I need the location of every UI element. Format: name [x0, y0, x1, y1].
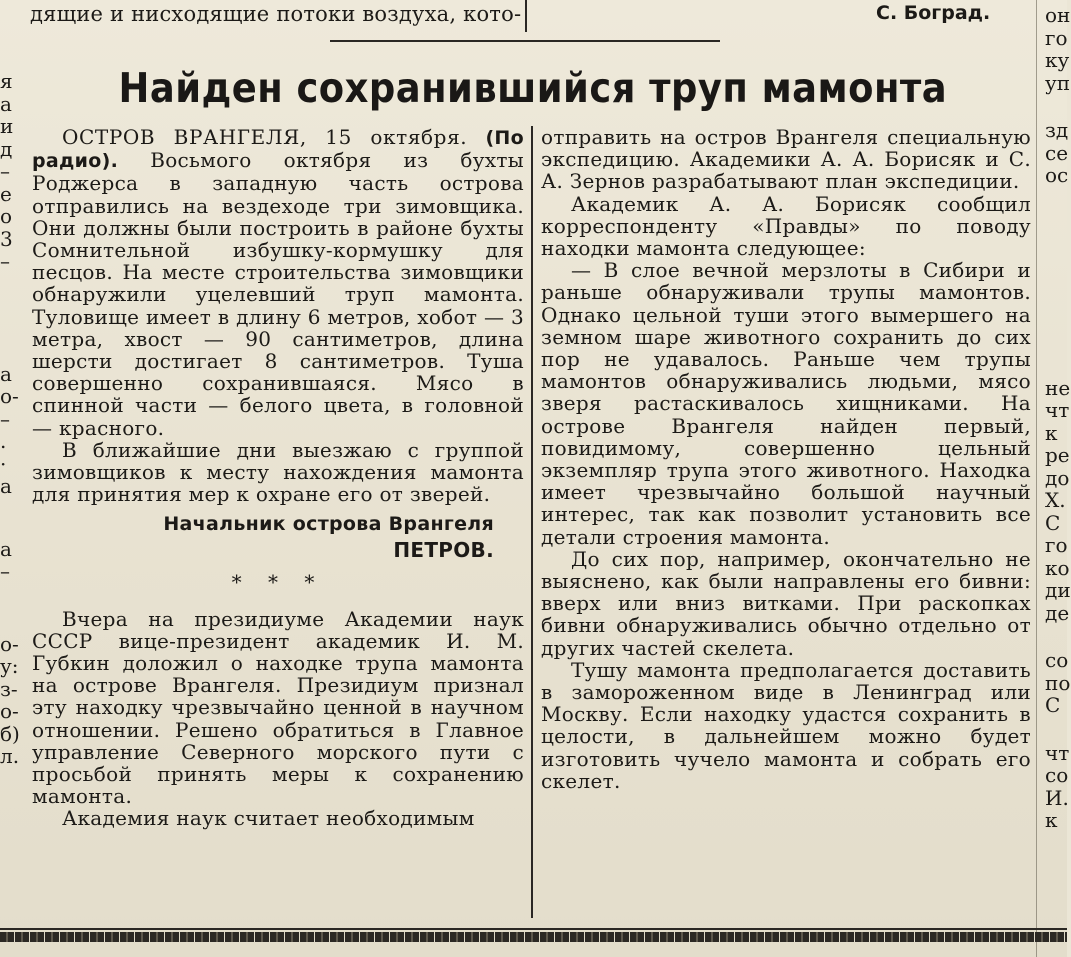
fragment: а	[0, 91, 12, 116]
article-separator-rule	[330, 40, 720, 42]
page-edge	[1036, 0, 1037, 957]
fragment-gap	[0, 273, 22, 363]
fragment: С	[1045, 693, 1061, 717]
left-margin-fragments	[0, 70, 22, 768]
fragment: о-	[0, 384, 19, 408]
fragment: ди	[1045, 578, 1071, 602]
fragment: ре	[1045, 443, 1070, 467]
fragment: 3	[0, 226, 13, 251]
column-divider	[531, 126, 533, 918]
fragment: –	[0, 559, 10, 583]
paragraph-dispatch	[32, 126, 524, 439]
fragment: не	[1045, 375, 1071, 400]
article-headline: Найден сохранившийся труп мамонта	[118, 64, 948, 112]
paragraph-academy: Вчера на президиуме Академии наук СССР вице-президент академик И. М. Губкин доложил о находке трупа мамонта на острове Врангеля. Президиум признал эту находку чрезвычайно ценной в научном отношении. Решено обратиться в Главное управление Северного морского пути с просьбой принять меры к сохранению мамонта.	[32, 606, 524, 809]
fragment: а	[0, 536, 12, 561]
fragment: се	[1045, 140, 1069, 165]
paragraph-dispatch-2: В ближайшие дни выезжаю с группой зимовщиков к месту нахождения мамонта для принятия мер к охране его от зверей.	[32, 437, 524, 507]
fragment: д	[0, 136, 13, 161]
fragment: е	[0, 181, 12, 206]
fragment: у:	[0, 654, 19, 678]
signature-title: Начальник острова Врангеля	[163, 513, 494, 536]
fragment: а	[0, 474, 12, 498]
dateline-source: (По радио).	[32, 127, 524, 173]
fragment: з-	[0, 676, 18, 701]
fragment: со	[1045, 763, 1069, 787]
paragraph-expedition: отправить на остров Врангеля специальную экспедицию. Академики А. А. Борисяк и С. А. Зернов разрабатывают план экспедиции.	[541, 125, 1031, 194]
fragment: чт	[1045, 398, 1070, 422]
previous-article-continuation: дящие и нисходящие потоки воздуха, кото-	[30, 2, 522, 26]
fragment-gap	[0, 583, 22, 633]
previous-article-signature: С. Боград.	[876, 2, 991, 24]
fragment: со	[1045, 648, 1069, 672]
paragraph-academy-continued: Академия наук считает необходимым	[62, 806, 475, 831]
bottom-rule	[0, 928, 1067, 930]
dispatch-text: Восьмого октября из бухты Роджерса в западную часть острова отправились на вездеходе три зимовщика. Они должны были построить в районе бухты Сомнительной избушку-кормушку для песцов. На месте строительства зимовщики обнаружили уцелевший труп мамонта. Туловище имеет в длину 6 метров, хобот — 3 метра, хвост — 90 сантиметров, длина шерсти достигает 8 сантиметров. Туша совершенно сохранившаяся. Мясо в спинной части — белого цвета, в головной — красного.	[32, 148, 524, 440]
fragment: ос	[1045, 163, 1069, 187]
fragment-gap	[1045, 624, 1071, 649]
paragraph-tusks: До сих пор, например, окончательно не выяснено, как были направлены его бивни: вверх или вниз витками. При раскопках бивни обнаруживались обычно отдельно от других частей скелета.	[541, 546, 1031, 660]
fragment: о-	[0, 699, 19, 723]
fragment: о-	[0, 631, 19, 656]
article-column-1	[32, 126, 524, 830]
fragment: С	[1045, 510, 1061, 535]
fragment: зд	[1045, 118, 1069, 142]
fragment: к	[1045, 808, 1058, 832]
dispatch-signature	[32, 511, 524, 563]
fragment: б)	[0, 721, 20, 746]
paragraph-borisyak-quote: — В слое вечной мерзлоты в Сибири и раньше обнаруживали трупы мамонтов. Однако цельной туши этого вымершего на земном шаре животного сохранить до сих пор не удавалось. Раньше чем трупы мамонтов обнаруживались людьми, мясо зверя растаскивалось хищниками. На острове Врангеля найден первый, повидимому, совершенно цельный экземпляр трупа этого животного. Находка имеет чрезвычайно большой научный интерес, так как позволит установить все детали строения мамонта.	[541, 258, 1031, 549]
dateline: ОСТРОВ ВРАНГЕЛЯ, 15 октября.	[62, 125, 468, 149]
fragment: он	[1045, 3, 1071, 27]
fragment: чт	[1045, 740, 1070, 765]
fragment-gap	[1045, 94, 1071, 119]
fragment: я	[0, 69, 13, 93]
fragment: л.	[0, 744, 20, 768]
fragment: а	[0, 361, 12, 386]
fragment: ко	[1045, 555, 1070, 580]
fragment: И.	[1045, 785, 1069, 810]
fragment: го	[1045, 533, 1068, 557]
paragraph-transport: Тушу мамонта предполагается доставить в замороженном виде в Ленинград или Москву. Если находку удастся сохранить в целости, в дальнейшем можно будет изготовить чучело мамонта и собрать его скелет.	[541, 657, 1031, 793]
fragment: и	[0, 114, 14, 138]
signature-name: ПЕТРОВ.	[393, 538, 494, 563]
fragment-gap	[1045, 187, 1071, 377]
fragment: –	[0, 406, 10, 431]
fragment: –	[0, 159, 10, 183]
fragment: о	[0, 204, 13, 228]
fragment: Х.	[1045, 488, 1066, 512]
fragment: по	[1045, 670, 1071, 695]
decorative-bottom-border	[0, 932, 1067, 942]
fragment: уп	[1045, 70, 1071, 95]
fragment: к	[1045, 420, 1058, 445]
fragment: ·	[0, 451, 7, 476]
right-margin-fragments	[1045, 4, 1071, 832]
fragment-gap	[0, 498, 22, 538]
article-column-2	[541, 126, 1031, 792]
section-stars-divider: * * *	[231, 570, 325, 595]
fragment: де	[1045, 600, 1070, 625]
fragment: –	[0, 249, 10, 273]
fragment-gap	[1045, 717, 1071, 742]
fragment: ку	[1045, 48, 1070, 72]
fragment: .	[0, 429, 7, 453]
column-divider-top	[525, 0, 527, 32]
fragment: го	[1045, 25, 1068, 50]
fragment: до	[1045, 465, 1070, 490]
paragraph-borisyak-intro: Академик А. А. Борисяк сообщил корреспонденту «Правды» по поводу находки мамонта следующее:	[541, 191, 1031, 261]
